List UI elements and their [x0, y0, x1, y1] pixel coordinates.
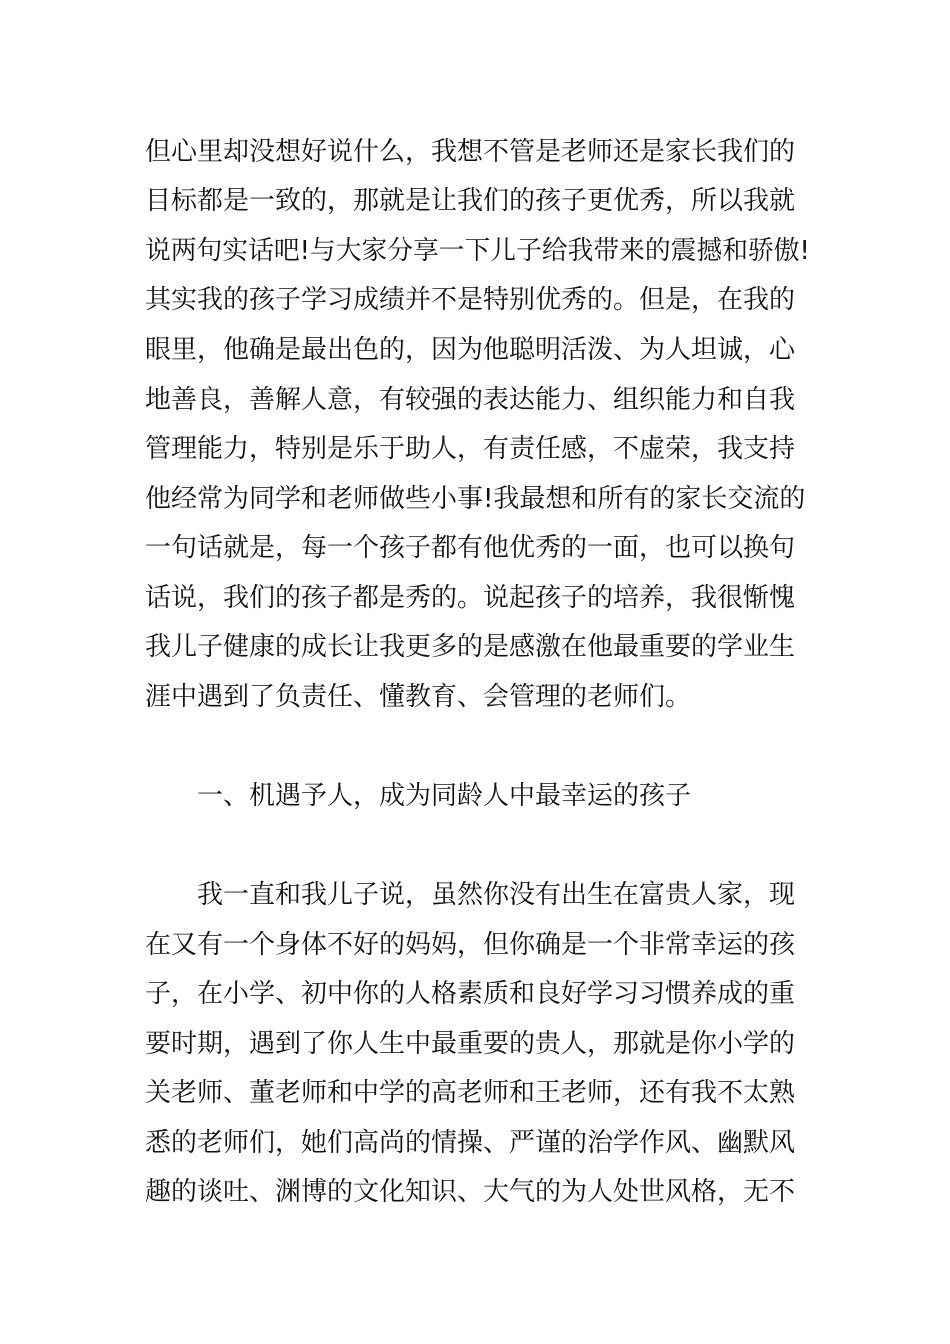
paragraph-1-line-6: 地善良，善解人意，有较强的表达能力、组织能力和自我	[145, 385, 796, 415]
paragraph-1-line-10: 话说，我们的孩子都是秀的。说起孩子的培养，我很惭愧	[145, 583, 796, 613]
paragraph-1-line-8: 他经常为同学和老师做些小事!我最想和所有的家长交流的	[145, 484, 806, 514]
paragraph-2-line-3: 子，在小学、初中你的人格素质和良好学习习惯养成的重	[145, 979, 796, 1009]
section-heading: 一、机遇予人，成为同龄人中最幸运的孩子	[197, 781, 692, 811]
paragraph-2-line-6: 悉的老师们，她们高尚的情操、严谨的治学作风、幽默风	[145, 1128, 796, 1158]
paragraph-2-line-2: 在又有一个身体不好的妈妈，但你确是一个非常幸运的孩	[145, 930, 796, 960]
paragraph-2-line-7: 趣的谈吐、渊博的文化知识、大气的为人处世风格，无不	[145, 1177, 796, 1207]
paragraph-2-line-5: 关老师、董老师和中学的高老师和王老师，还有我不太熟	[145, 1078, 796, 1108]
paragraph-1-line-7: 管理能力，特别是乐于助人，有责任感，不虚荣，我支持	[145, 434, 796, 464]
paragraph-2-line-1: 我一直和我儿子说，虽然你没有出生在富贵人家，现	[197, 880, 796, 910]
paragraph-1-line-9: 一句话就是，每一个孩子都有他优秀的一面，也可以换句	[145, 533, 796, 563]
paragraph-1-line-3: 说两句实话吧!与大家分享一下儿子给我带来的震撼和骄傲!	[145, 236, 810, 266]
paragraph-1-line-1: 但心里却没想好说什么，我想不管是老师还是家长我们的	[145, 137, 796, 167]
paragraph-1-line-2: 目标都是一致的，那就是让我们的孩子更优秀，所以我就	[145, 186, 796, 216]
paragraph-1-line-5: 眼里，他确是最出色的，因为他聪明活泼、为人坦诚，心	[145, 335, 796, 365]
paragraph-1-line-11: 我儿子健康的成长让我更多的是感激在他最重要的学业生	[145, 632, 796, 662]
paragraph-1-line-12: 涯中遇到了负责任、懂教育、会管理的老师们。	[145, 682, 692, 712]
paragraph-1-line-4: 其实我的孩子学习成绩并不是特别优秀的。但是，在我的	[145, 285, 796, 315]
paragraph-2-line-4: 要时期，遇到了你人生中最重要的贵人，那就是你小学的	[145, 1029, 796, 1059]
